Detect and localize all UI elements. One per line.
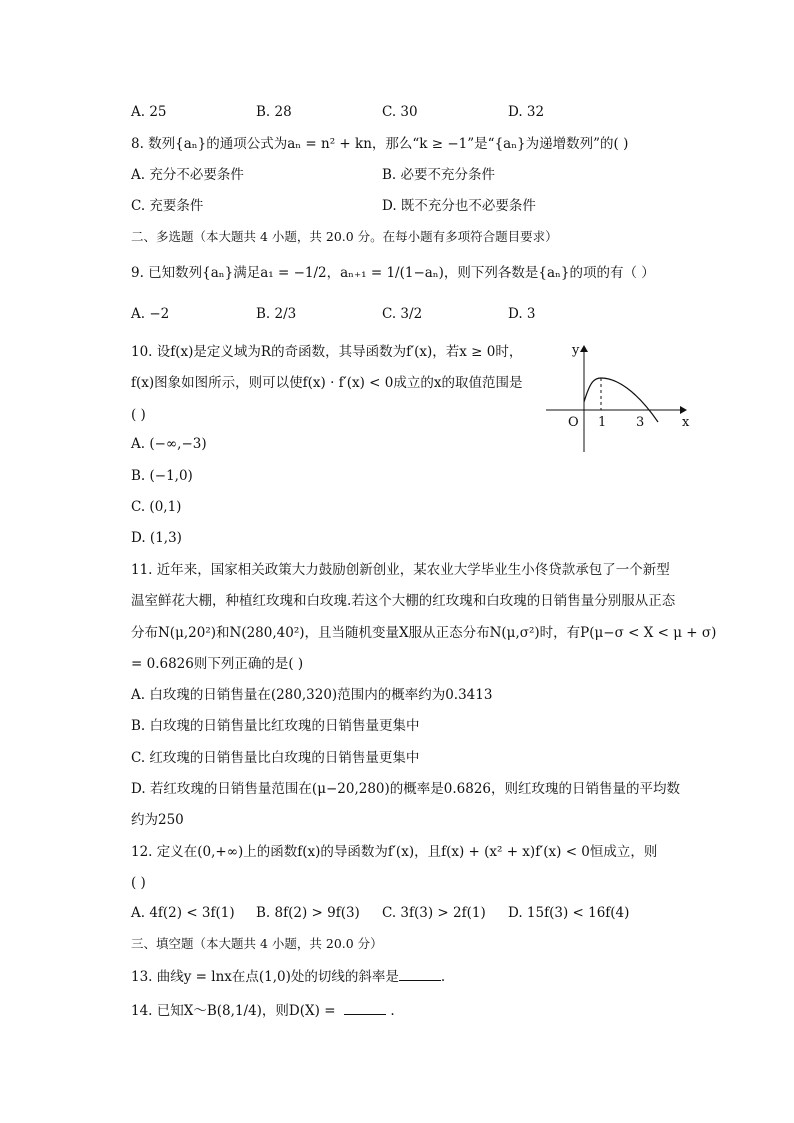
q8-stem: 8. 数列{aₙ}的通项公式为aₙ = n² + kn，那么“k ≥ −1”是“{aₙ}为递增数列”的( ) bbox=[131, 136, 629, 152]
q14-answer-blank[interactable] bbox=[344, 1001, 386, 1015]
q11-line3: 分布N(μ,20²)和N(280,40²)，且当随机变量X服从正态分布N(μ,σ²)时，有P(μ−σ < X < μ + σ) bbox=[131, 625, 717, 641]
q14-stem: 14. 已知X～B(8,1/4)，则D(X) = bbox=[131, 1003, 336, 1019]
q11-option-c: C. 红玫瑰的日销售量比白玫瑰的日销售量更集中 bbox=[131, 750, 420, 766]
q11-line1: 11. 近年来，国家相关政策大力鼓励创新创业，某农业大学毕业生小佟贷款承包了一个新型 bbox=[131, 562, 670, 578]
q11-option-a: A. 白玫瑰的日销售量在(280,320)范围内的概率约为0.3413 bbox=[131, 687, 493, 703]
q11-line2: 温室鲜花大棚，种植红玫瑰和白玫瑰.若这个大棚的红玫瑰和白玫瑰的日销售量分别服从正态 bbox=[131, 593, 676, 609]
q8-option-d: D. 既不充分也不必要条件 bbox=[382, 198, 536, 214]
q12-option-a: A. 4f(2) < 3f(1) bbox=[131, 905, 235, 921]
x-axis-label: x bbox=[682, 415, 690, 430]
section-3-heading: 三、填空题（本大题共 4 小题，共 20.0 分） bbox=[131, 936, 383, 951]
q10-stem-line1: 10. 设f(x)是定义域为R的奇函数，其导函数为f′(x)，若x ≥ 0时， bbox=[131, 344, 523, 360]
q8-option-b: B. 必要不充分条件 bbox=[382, 167, 496, 183]
q7-option-b: B. 28 bbox=[256, 104, 292, 120]
q10-option-c: C. (0,1) bbox=[131, 499, 182, 515]
q8-option-a: A. 充分不必要条件 bbox=[131, 167, 244, 183]
q12-option-b: B. 8f(2) > 9f(3) bbox=[256, 905, 360, 921]
tick-3-label: 3 bbox=[636, 415, 645, 430]
q14-end: . bbox=[386, 1003, 395, 1019]
q11-option-d: D. 若红玫瑰的日销售量范围在(μ−20,280)的概率是0.6826，则红玫瑰的日销售量的平均数 bbox=[131, 781, 681, 797]
q10-stem-line3: ( ) bbox=[131, 407, 146, 423]
q9-option-c: C. 3/2 bbox=[382, 306, 423, 322]
q11-line4: = 0.6826则下列正确的是( ) bbox=[131, 656, 304, 672]
q10-option-b: B. (−1,0) bbox=[131, 468, 193, 484]
q11-option-b: B. 白玫瑰的日销售量比红玫瑰的日销售量更集中 bbox=[131, 718, 420, 734]
q10-option-d: D. (1,3) bbox=[131, 530, 182, 546]
tick-1-label: 1 bbox=[598, 415, 607, 430]
q12-option-d: D. 15f(3) < 16f(4) bbox=[508, 905, 630, 921]
q10-stem-line2: f(x)图象如图所示，则可以使f(x) · f′(x) < 0成立的x的取值范围是 bbox=[131, 375, 523, 391]
q14-stem-line bbox=[131, 1001, 395, 1021]
y-axis-label: y bbox=[572, 343, 580, 358]
q9-stem: 9. 已知数列{aₙ}满足a₁ = −1/2，aₙ₊₁ = 1/(1−aₙ)，则下列各数是{aₙ}的项的有（ ） bbox=[131, 265, 655, 281]
q13-end: . bbox=[440, 969, 446, 985]
q9-option-a: A. −2 bbox=[131, 306, 170, 322]
origin-label: O bbox=[568, 415, 579, 430]
q9-option-b: B. 2/3 bbox=[256, 306, 297, 322]
q12-line1: 12. 定义在(0,+∞)上的函数f(x)的导函数为f′(x)，且f(x) + (x² + x)f′(x) < 0恒成立，则 bbox=[131, 844, 658, 860]
q13-answer-blank[interactable] bbox=[399, 967, 441, 981]
q9-option-d: D. 3 bbox=[508, 306, 536, 322]
q7-option-d: D. 32 bbox=[508, 104, 545, 120]
q10-function-graph bbox=[546, 340, 696, 455]
q12-line2: ( ) bbox=[131, 875, 146, 891]
q7-option-c: C. 30 bbox=[382, 104, 418, 120]
q13-stem: 13. 曲线y = lnx在点(1,0)处的切线的斜率是 bbox=[131, 969, 399, 985]
q8-option-c: C. 充要条件 bbox=[131, 198, 204, 214]
q7-option-a: A. 25 bbox=[131, 104, 167, 120]
q10-option-a: A. (−∞,−3) bbox=[131, 436, 207, 452]
q11-option-d-cont: 约为250 bbox=[131, 812, 184, 828]
q13-stem-line bbox=[131, 967, 445, 987]
function-curve bbox=[584, 378, 658, 422]
q12-option-c: C. 3f(3) > 2f(1) bbox=[382, 905, 486, 921]
section-2-heading: 二、多选题（本大题共 4 小题，共 20.0 分。在每小题有多项符合题目要求） bbox=[131, 229, 558, 244]
